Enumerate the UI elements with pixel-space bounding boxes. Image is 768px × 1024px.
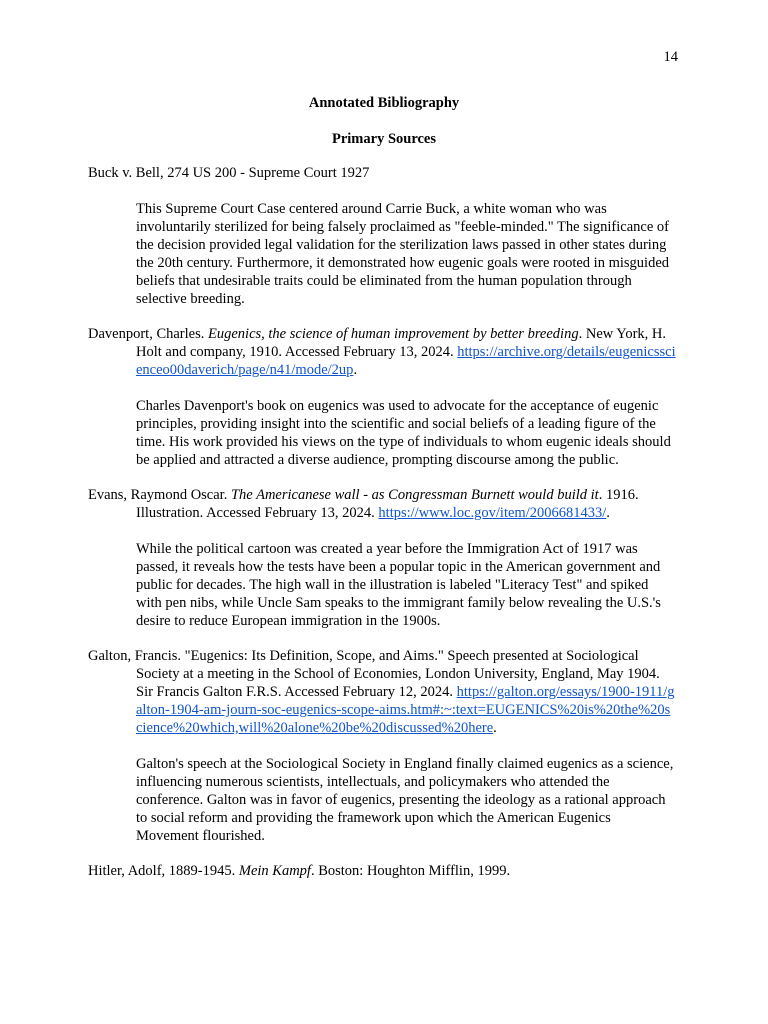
citation-text: Galton, Francis. "Eugenics: Its Definition, Scope, and Aims." Speech presented at Sociological Society at a meeting in the School of Economies, London University, England, May 1904. Sir Francis Galton F.R.S. Accessed February 12, 2024. <box>88 648 660 700</box>
citation-text: Buck v. Bell, 274 US 200 - Supreme Court 1927 <box>88 165 370 181</box>
citation-author: Davenport, Charles. <box>88 326 208 342</box>
citation-author: Hitler, Adolf, 1889-1945. <box>88 863 239 879</box>
citation <box>88 862 676 880</box>
citation-period: . <box>606 505 610 521</box>
annotation: This Supreme Court Case centered around Carrie Buck, a white woman who was involuntarily sterilized for being falsely proclaimed as "feeble-minded." The significance of the decision provided legal validation for the sterilization laws passed in other states during the 20th century. Furthermore, it demonstrated how eugenic goals were rooted in misguided beliefs that undesirable traits could be eliminated from the human population through selective breeding. <box>136 201 670 307</box>
annotation: Charles Davenport's book on eugenics was used to advocate for the acceptance of eugenic principles, providing insight into the scientific and social beliefs of a leading figure of the time. His work provided his views on the type of individuals to whom eugenic ideals should be applied and attracted a diverse audience, prompting discourse among the public. <box>136 398 671 468</box>
citation-title: Eugenics, the science of human improvement by better breeding <box>208 326 579 342</box>
citation-url-link[interactable]: https://archive.org/details/eugenicsscienceo00daverich/page/n41/mode/2up <box>136 344 676 378</box>
citation-details: . Boston: Houghton Mifflin, 1999. <box>310 863 511 879</box>
bibliography-entry <box>88 325 676 469</box>
section-heading: Primary Sources <box>331 131 437 147</box>
citation <box>88 486 676 522</box>
citation <box>88 164 676 182</box>
citation-url-link[interactable]: https://www.loc.gov/item/2006681433/ <box>378 505 607 521</box>
bibliography-entry <box>88 486 676 630</box>
page-number: 14 <box>663 49 678 65</box>
bibliography-entry <box>88 862 676 880</box>
page-title: Annotated Bibliography <box>308 95 460 111</box>
citation-details: . New York, H. Holt and company, 1910. Accessed February 13, 2024. <box>136 326 667 360</box>
bibliography-list <box>88 164 676 897</box>
bibliography-entry <box>88 164 676 308</box>
citation-url-link[interactable]: https://galton.org/essays/1900-1911/galton-1904-am-journ-soc-eugenics-scope-aims.htm#:~:text=EUGENICS%20is%20the%20science%20which,will%20alone%20be%20discussed%20here <box>136 684 675 736</box>
citation-title: The Americanese wall - as Congressman Burnett would build it <box>230 487 599 503</box>
annotation: While the political cartoon was created a year before the Immigration Act of 1917 was passed, it reveals how the tests have been a popular topic in the American government and public for decades. The high wall in the illustration is labeled "Literacy Test" and spiked with pen nibs, while Uncle Sam speaks to the immigrant family below revealing the U.S.'s desire to reduce European immigration in the 1900s. <box>136 541 661 629</box>
citation <box>88 325 676 379</box>
citation-details: . 1916. Illustration. Accessed February 13, 2024. <box>136 487 639 521</box>
citation-author: Evans, Raymond Oscar. <box>88 487 231 503</box>
citation-title: Mein Kampf <box>238 863 311 879</box>
bibliography-entry <box>88 647 676 845</box>
citation <box>88 647 676 737</box>
annotation: Galton's speech at the Sociological Society in England finally claimed eugenics as a science, influencing numerous scientists, intellectuals, and policymakers who attended the conference. Galton was in favor of eugenics, presenting the ideology as a rational approach to social reform and providing the framework upon which the American Eugenics Movement flourished. <box>136 756 674 844</box>
citation-period: . <box>493 720 497 736</box>
citation-period: . <box>353 362 358 378</box>
